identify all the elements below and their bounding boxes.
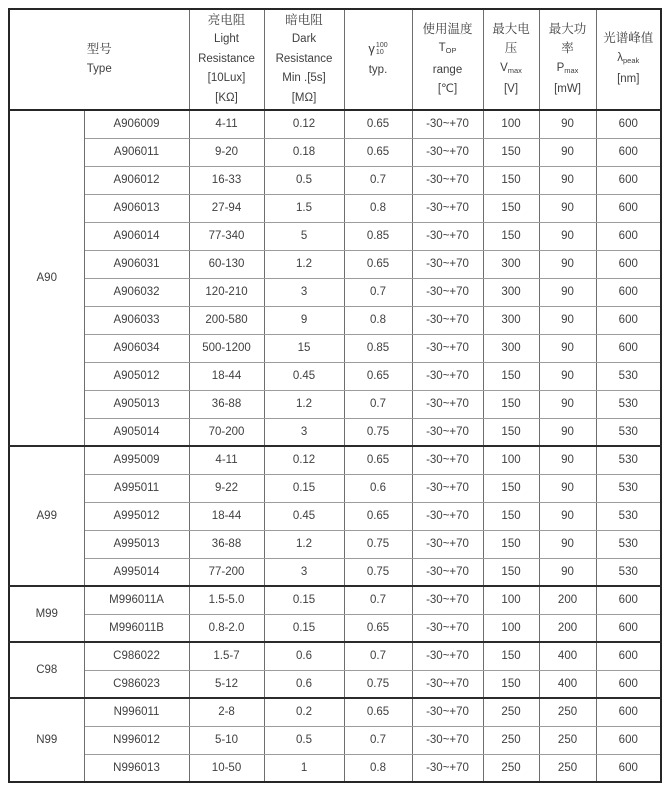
photoresistor-spec-table — [8, 8, 662, 783]
table-row — [9, 530, 661, 558]
gamma-cell: 0.7 — [344, 642, 412, 670]
model-cell: A906014 — [84, 222, 189, 250]
peak-wavelength-cell: 600 — [596, 586, 661, 614]
table-row — [9, 278, 661, 306]
model-cell: A995009 — [84, 446, 189, 474]
light-resistance-cell: 9-22 — [189, 474, 264, 502]
gamma-cell: 0.65 — [344, 138, 412, 166]
peak-wavelength-cell: 530 — [596, 390, 661, 418]
light-resistance-cell: 36-88 — [189, 530, 264, 558]
model-cell: C986023 — [84, 670, 189, 698]
dark-resistance-cell: 0.45 — [264, 362, 344, 390]
gamma-cell: 0.7 — [344, 166, 412, 194]
dark-resistance-cell: 1.2 — [264, 390, 344, 418]
peak-wavelength-cell: 600 — [596, 726, 661, 754]
max-power-cell: 200 — [539, 586, 596, 614]
temp-range-cell: -30~+70 — [412, 390, 483, 418]
max-voltage-cell: 300 — [483, 278, 539, 306]
model-cell: N996012 — [84, 726, 189, 754]
table-row — [9, 306, 661, 334]
peak-wavelength-cell: 600 — [596, 194, 661, 222]
temp-range-cell: -30~+70 — [412, 502, 483, 530]
gamma-cell: 0.75 — [344, 418, 412, 446]
temp-range-cell: -30~+70 — [412, 222, 483, 250]
gamma-cell: 0.7 — [344, 726, 412, 754]
table-header-row — [9, 9, 661, 110]
temp-range-cell: -30~+70 — [412, 250, 483, 278]
model-cell: A906012 — [84, 166, 189, 194]
dark-resistance-cell: 0.15 — [264, 614, 344, 642]
temp-range-cell: -30~+70 — [412, 558, 483, 586]
light-resistance-cell: 27-94 — [189, 194, 264, 222]
peak-wavelength-cell: 600 — [596, 306, 661, 334]
temp-range-cell: -30~+70 — [412, 362, 483, 390]
model-cell: A906013 — [84, 194, 189, 222]
gamma-cell: 0.65 — [344, 446, 412, 474]
model-cell: A906032 — [84, 278, 189, 306]
light-resistance-cell: 4-11 — [189, 446, 264, 474]
peak-wavelength-cell: 600 — [596, 698, 661, 726]
dark-resistance-cell: 1 — [264, 754, 344, 782]
peak-wavelength-cell: 530 — [596, 558, 661, 586]
light-resistance-cell: 4-11 — [189, 110, 264, 138]
gamma-cell: 0.6 — [344, 474, 412, 502]
peak-wavelength-cell: 530 — [596, 446, 661, 474]
light-resistance-cell: 1.5-7 — [189, 642, 264, 670]
dark-resistance-cell: 0.6 — [264, 642, 344, 670]
header-light-resistance: 亮电阻 Light Resistance [10Lux] [KΩ] — [189, 9, 264, 110]
light-resistance-cell: 120-210 — [189, 278, 264, 306]
max-voltage-cell: 250 — [483, 726, 539, 754]
max-power-cell: 90 — [539, 194, 596, 222]
table-row — [9, 754, 661, 782]
light-resistance-cell: 18-44 — [189, 362, 264, 390]
gamma-symbol: γ 100 10 — [368, 41, 388, 57]
max-power-cell: 90 — [539, 474, 596, 502]
model-cell: N996011 — [84, 698, 189, 726]
table-row — [9, 586, 661, 614]
max-power-cell: 90 — [539, 222, 596, 250]
table-row — [9, 390, 661, 418]
table-row — [9, 250, 661, 278]
peak-wavelength-cell: 530 — [596, 502, 661, 530]
group-cell: A99 — [9, 446, 84, 586]
temp-range-cell: -30~+70 — [412, 194, 483, 222]
table-row — [9, 642, 661, 670]
dark-resistance-cell: 1.2 — [264, 250, 344, 278]
max-power-cell: 250 — [539, 754, 596, 782]
max-power-cell: 90 — [539, 166, 596, 194]
max-voltage-cell: 150 — [483, 502, 539, 530]
temp-range-cell: -30~+70 — [412, 446, 483, 474]
dark-resistance-cell: 1.2 — [264, 530, 344, 558]
peak-wavelength-cell: 530 — [596, 530, 661, 558]
model-cell: A906009 — [84, 110, 189, 138]
dark-resistance-cell: 1.5 — [264, 194, 344, 222]
header-type-zh: 型号 — [86, 42, 112, 56]
max-voltage-cell: 100 — [483, 446, 539, 474]
header-type — [9, 9, 189, 110]
peak-wavelength-cell: 600 — [596, 110, 661, 138]
max-power-cell: 90 — [539, 138, 596, 166]
header-temp-range: 使用温度 $T_{OP}$ range [℃] — [412, 9, 483, 110]
temp-range-cell: -30~+70 — [412, 754, 483, 782]
dark-resistance-cell: 0.15 — [264, 474, 344, 502]
header-type-en: Type — [86, 62, 112, 75]
gamma-cell: 0.75 — [344, 558, 412, 586]
temp-range-cell: -30~+70 — [412, 138, 483, 166]
peak-wavelength-cell: 530 — [596, 418, 661, 446]
model-cell: A905014 — [84, 418, 189, 446]
max-power-cell: 90 — [539, 530, 596, 558]
table-row — [9, 362, 661, 390]
max-power-cell: 90 — [539, 334, 596, 362]
max-voltage-cell: 150 — [483, 362, 539, 390]
max-power-cell: 90 — [539, 306, 596, 334]
table-row — [9, 726, 661, 754]
peak-wavelength-cell: 600 — [596, 138, 661, 166]
max-voltage-cell: 150 — [483, 474, 539, 502]
gamma-cell: 0.8 — [344, 306, 412, 334]
table-row — [9, 166, 661, 194]
max-voltage-cell: 150 — [483, 558, 539, 586]
temp-range-cell: -30~+70 — [412, 614, 483, 642]
light-resistance-cell: 9-20 — [189, 138, 264, 166]
max-voltage-cell: 100 — [483, 586, 539, 614]
table-row — [9, 502, 661, 530]
temp-range-cell: -30~+70 — [412, 586, 483, 614]
table-row — [9, 474, 661, 502]
max-voltage-cell: 150 — [483, 138, 539, 166]
max-power-cell: 90 — [539, 446, 596, 474]
model-cell: A995014 — [84, 558, 189, 586]
temp-range-cell: -30~+70 — [412, 110, 483, 138]
group-cell: A90 — [9, 110, 84, 446]
peak-wavelength-cell: 600 — [596, 754, 661, 782]
table-row — [9, 446, 661, 474]
gamma-cell: 0.7 — [344, 278, 412, 306]
header-peak-wavelength: 光谱峰值 $\lambda_{peak}$ [nm] — [596, 9, 661, 110]
gamma-cell: 0.7 — [344, 586, 412, 614]
gamma-cell: 0.65 — [344, 698, 412, 726]
model-cell: A906033 — [84, 306, 189, 334]
light-resistance-cell: 1.5-5.0 — [189, 586, 264, 614]
max-power-cell: 90 — [539, 558, 596, 586]
max-power-cell: 90 — [539, 250, 596, 278]
light-resistance-cell: 2-8 — [189, 698, 264, 726]
dark-resistance-cell: 0.12 — [264, 446, 344, 474]
model-cell: A995013 — [84, 530, 189, 558]
max-voltage-cell: 250 — [483, 698, 539, 726]
table-row — [9, 614, 661, 642]
max-voltage-cell: 150 — [483, 418, 539, 446]
model-cell: N996013 — [84, 754, 189, 782]
light-resistance-cell: 70-200 — [189, 418, 264, 446]
max-power-cell: 90 — [539, 110, 596, 138]
max-voltage-cell: 300 — [483, 250, 539, 278]
model-cell: A906011 — [84, 138, 189, 166]
dark-resistance-cell: 0.5 — [264, 726, 344, 754]
model-cell: A906034 — [84, 334, 189, 362]
peak-wavelength-cell: 600 — [596, 222, 661, 250]
temp-range-cell: -30~+70 — [412, 166, 483, 194]
max-voltage-cell: 100 — [483, 110, 539, 138]
model-cell: A906031 — [84, 250, 189, 278]
peak-wavelength-cell: 530 — [596, 474, 661, 502]
peak-wavelength-cell: 600 — [596, 334, 661, 362]
temp-range-cell: -30~+70 — [412, 306, 483, 334]
header-max-voltage: 最大电 压 $V_{max}$ [V] — [483, 9, 539, 110]
table-row — [9, 110, 661, 138]
dark-resistance-cell: 0.45 — [264, 502, 344, 530]
gamma-cell: 0.65 — [344, 502, 412, 530]
max-voltage-cell: 100 — [483, 614, 539, 642]
max-voltage-cell: 150 — [483, 390, 539, 418]
model-cell: M996011B — [84, 614, 189, 642]
table-row — [9, 698, 661, 726]
dark-resistance-cell: 0.5 — [264, 166, 344, 194]
gamma-cell: 0.75 — [344, 530, 412, 558]
dark-resistance-cell: 0.12 — [264, 110, 344, 138]
model-cell: A995012 — [84, 502, 189, 530]
temp-range-cell: -30~+70 — [412, 334, 483, 362]
peak-wavelength-cell: 600 — [596, 250, 661, 278]
table-row — [9, 558, 661, 586]
max-power-cell: 400 — [539, 642, 596, 670]
peak-wavelength-cell: 600 — [596, 614, 661, 642]
model-cell: A905012 — [84, 362, 189, 390]
temp-range-cell: -30~+70 — [412, 530, 483, 558]
table-body — [9, 110, 661, 782]
model-cell: A905013 — [84, 390, 189, 418]
max-voltage-cell: 150 — [483, 642, 539, 670]
peak-wavelength-cell: 600 — [596, 166, 661, 194]
dark-resistance-cell: 3 — [264, 278, 344, 306]
gamma-cell: 0.65 — [344, 250, 412, 278]
dark-resistance-cell: 3 — [264, 418, 344, 446]
gamma-cell: 0.85 — [344, 222, 412, 250]
max-voltage-cell: 300 — [483, 334, 539, 362]
model-cell: C986022 — [84, 642, 189, 670]
gamma-cell: 0.65 — [344, 110, 412, 138]
max-voltage-cell: 300 — [483, 306, 539, 334]
max-voltage-cell: 250 — [483, 754, 539, 782]
dark-resistance-cell: 0.6 — [264, 670, 344, 698]
max-voltage-cell: 150 — [483, 670, 539, 698]
light-resistance-cell: 77-200 — [189, 558, 264, 586]
temp-range-cell: -30~+70 — [412, 418, 483, 446]
table-row — [9, 418, 661, 446]
table-row — [9, 670, 661, 698]
light-resistance-cell: 18-44 — [189, 502, 264, 530]
light-resistance-cell: 36-88 — [189, 390, 264, 418]
header-dark-resistance: 暗电阻 Dark Resistance Min .[5s] [MΩ] — [264, 9, 344, 110]
max-voltage-cell: 150 — [483, 194, 539, 222]
peak-wavelength-cell: 600 — [596, 278, 661, 306]
light-resistance-cell: 77-340 — [189, 222, 264, 250]
max-power-cell: 200 — [539, 614, 596, 642]
table-row — [9, 138, 661, 166]
dark-resistance-cell: 15 — [264, 334, 344, 362]
light-resistance-cell: 5-10 — [189, 726, 264, 754]
temp-range-cell: -30~+70 — [412, 474, 483, 502]
dark-resistance-cell: 0.18 — [264, 138, 344, 166]
temp-range-cell: -30~+70 — [412, 726, 483, 754]
gamma-cell: 0.7 — [344, 390, 412, 418]
peak-wavelength-cell: 530 — [596, 362, 661, 390]
gamma-cell: 0.85 — [344, 334, 412, 362]
peak-wavelength-cell: 600 — [596, 642, 661, 670]
max-voltage-cell: 150 — [483, 222, 539, 250]
max-power-cell: 90 — [539, 390, 596, 418]
table-row — [9, 222, 661, 250]
temp-range-cell: -30~+70 — [412, 698, 483, 726]
temp-range-cell: -30~+70 — [412, 278, 483, 306]
max-voltage-cell: 150 — [483, 530, 539, 558]
max-voltage-cell: 150 — [483, 166, 539, 194]
model-cell: M996011A — [84, 586, 189, 614]
light-resistance-cell: 10-50 — [189, 754, 264, 782]
group-cell: M99 — [9, 586, 84, 642]
light-resistance-cell: 500-1200 — [189, 334, 264, 362]
table-row — [9, 194, 661, 222]
light-resistance-cell: 60-130 — [189, 250, 264, 278]
gamma-cell: 0.8 — [344, 194, 412, 222]
max-power-cell: 90 — [539, 418, 596, 446]
temp-range-cell: -30~+70 — [412, 670, 483, 698]
light-resistance-cell: 200-580 — [189, 306, 264, 334]
max-power-cell: 250 — [539, 726, 596, 754]
peak-wavelength-cell: 600 — [596, 670, 661, 698]
light-resistance-cell: 5-12 — [189, 670, 264, 698]
max-power-cell: 250 — [539, 698, 596, 726]
model-cell: A995011 — [84, 474, 189, 502]
dark-resistance-cell: 0.2 — [264, 698, 344, 726]
temp-range-cell: -30~+70 — [412, 642, 483, 670]
max-power-cell: 90 — [539, 278, 596, 306]
gamma-cell: 0.8 — [344, 754, 412, 782]
group-cell: C98 — [9, 642, 84, 698]
dark-resistance-cell: 3 — [264, 558, 344, 586]
header-gamma: γ 100 10 typ. — [344, 9, 412, 110]
group-cell: N99 — [9, 698, 84, 782]
max-power-cell: 90 — [539, 502, 596, 530]
dark-resistance-cell: 5 — [264, 222, 344, 250]
table-row — [9, 334, 661, 362]
dark-resistance-cell: 0.15 — [264, 586, 344, 614]
max-power-cell: 90 — [539, 362, 596, 390]
light-resistance-cell: 16-33 — [189, 166, 264, 194]
dark-resistance-cell: 9 — [264, 306, 344, 334]
gamma-cell: 0.65 — [344, 614, 412, 642]
max-power-cell: 400 — [539, 670, 596, 698]
gamma-cell: 0.75 — [344, 670, 412, 698]
gamma-cell: 0.65 — [344, 362, 412, 390]
header-max-power: 最大功 率 $P_{max}$ [mW] — [539, 9, 596, 110]
light-resistance-cell: 0.8-2.0 — [189, 614, 264, 642]
